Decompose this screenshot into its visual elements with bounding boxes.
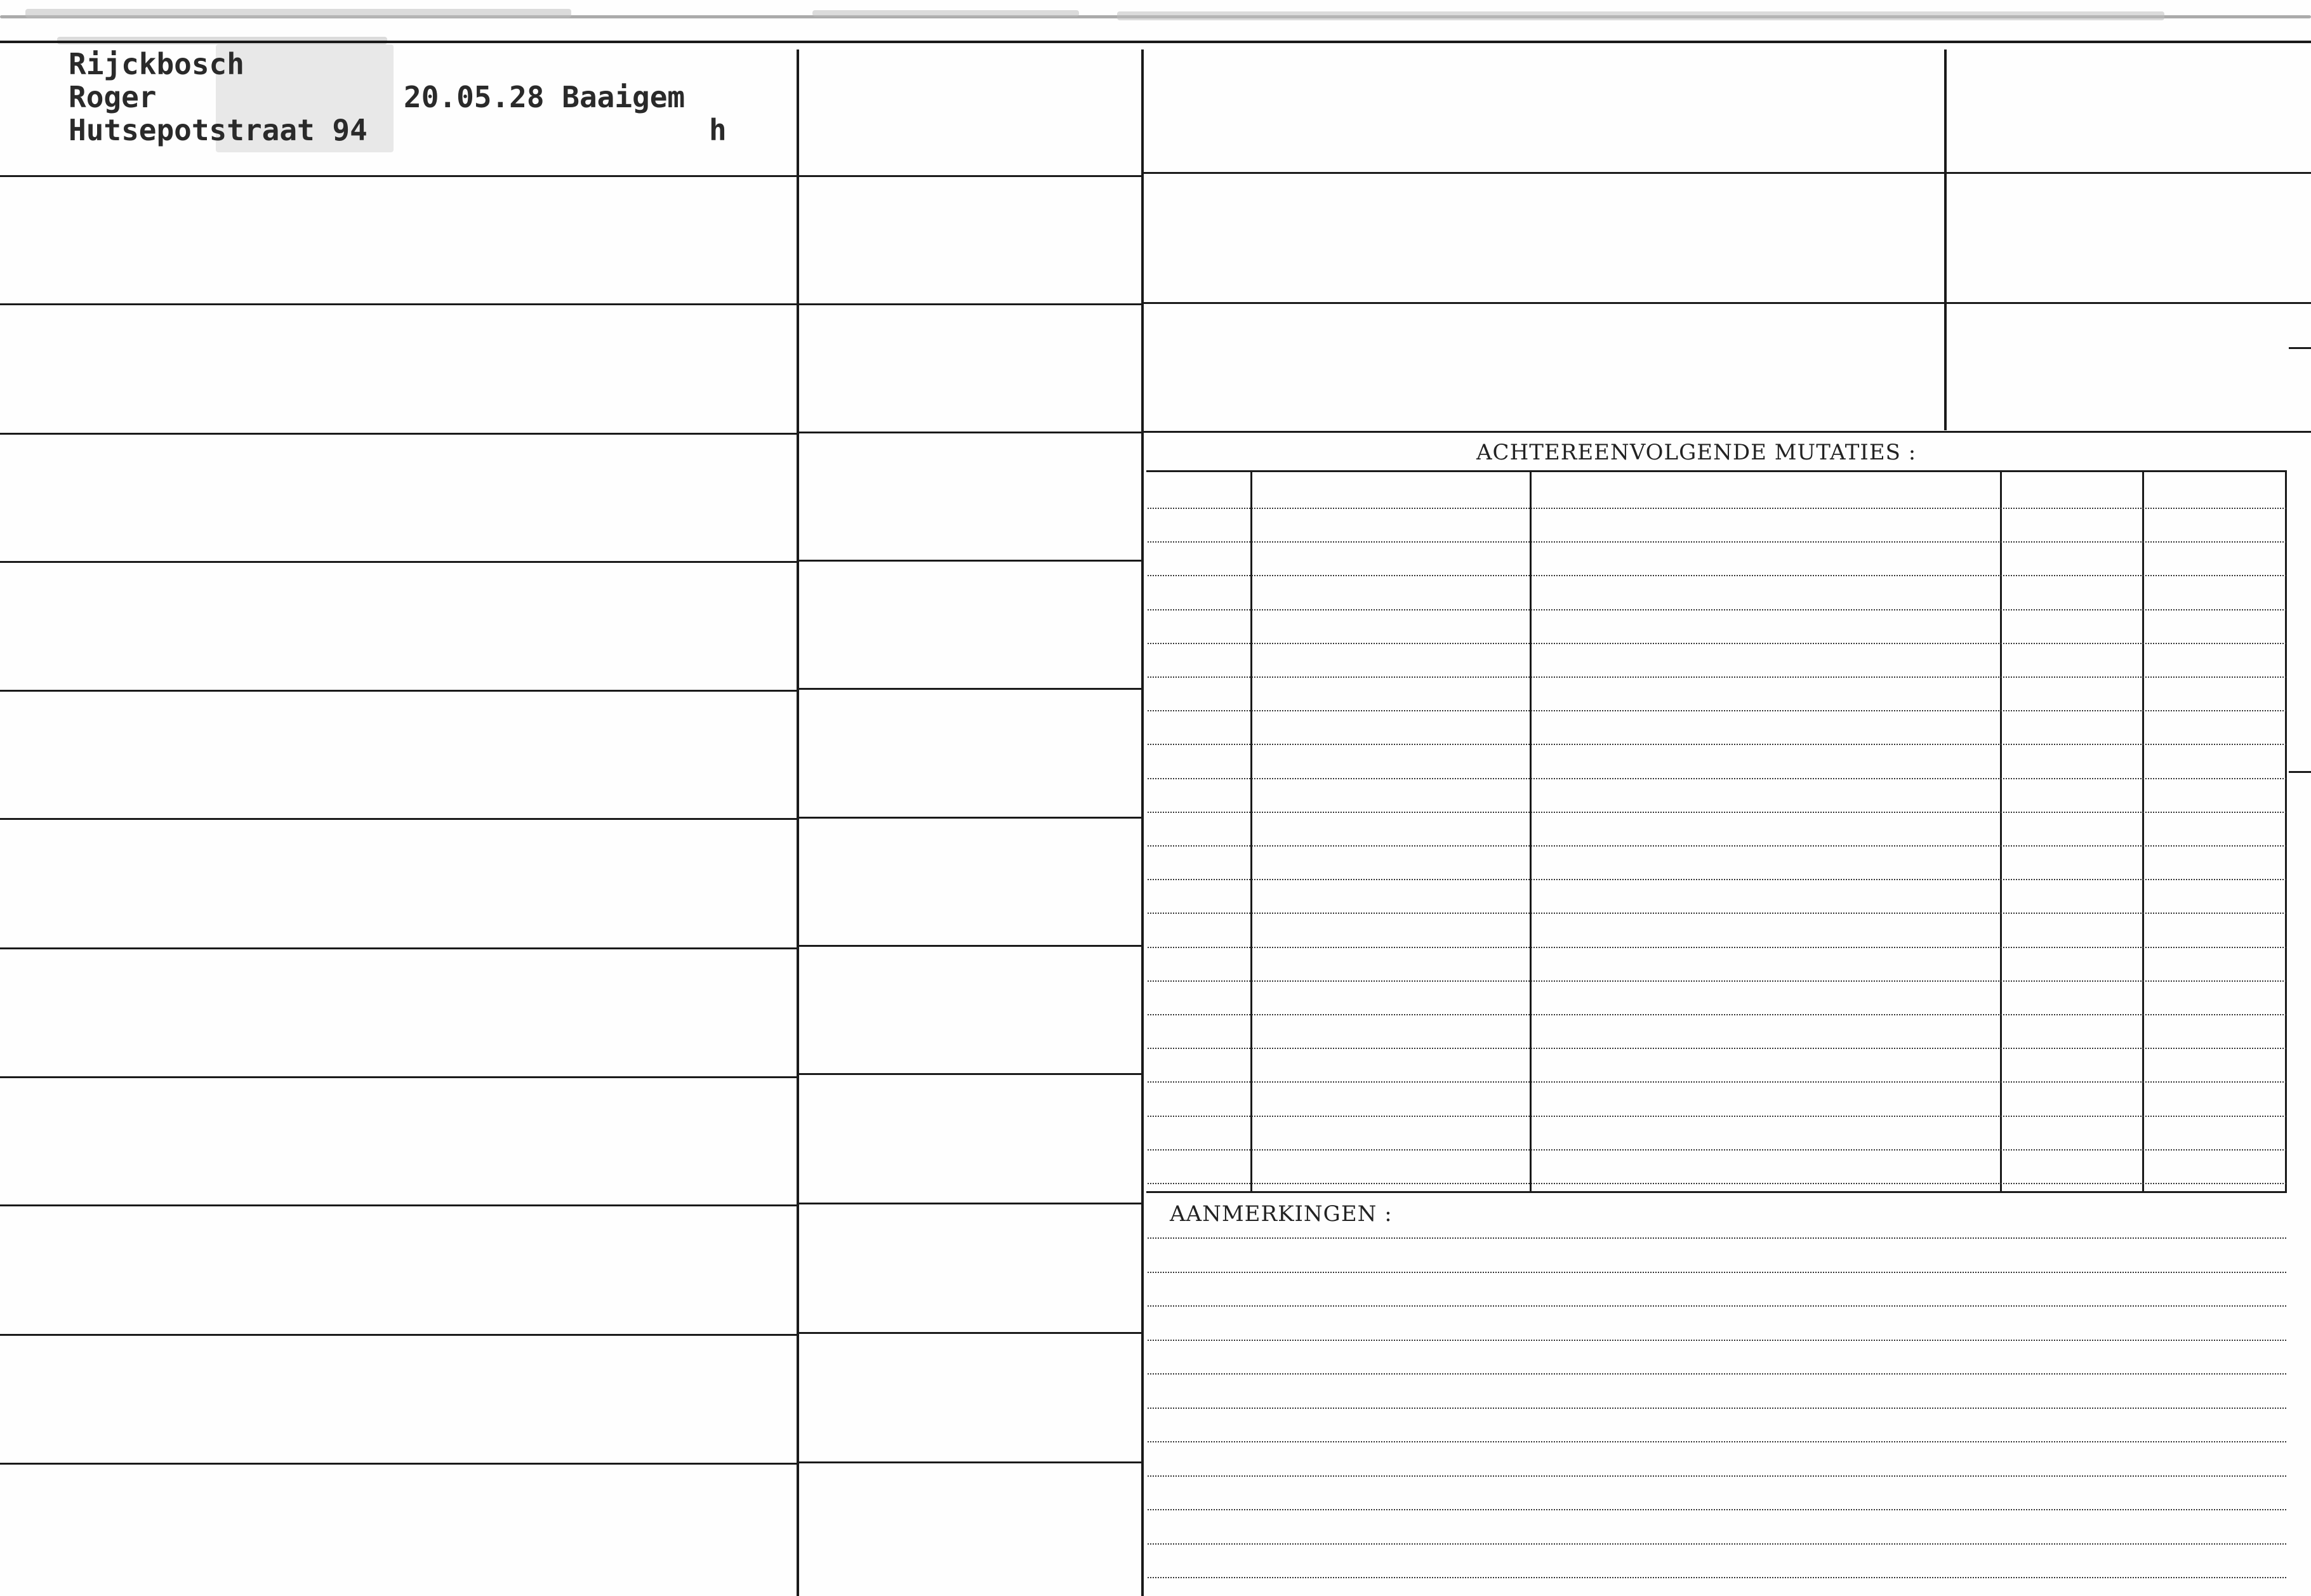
- firstname-text: Roger: [69, 80, 157, 114]
- middle-row-line: [797, 175, 1142, 177]
- remark-row-line: [1148, 1340, 2286, 1341]
- mutation-row-line: [1148, 1183, 2286, 1184]
- remark-row-line: [1148, 1577, 2286, 1578]
- mutation-row-line: [1148, 812, 2286, 813]
- scan-noise-strip: [0, 0, 2311, 44]
- left-row-line: [0, 561, 797, 563]
- middle-row-line: [797, 945, 1142, 947]
- middle-row-line: [797, 1332, 1142, 1334]
- mutation-row-line: [1148, 845, 2286, 847]
- address-text: Hutsepotstraat 94: [69, 113, 368, 147]
- remark-row-line: [1148, 1272, 2286, 1273]
- right-top-row-line: [1141, 302, 2311, 304]
- left-row-line: [0, 947, 797, 949]
- mutation-row-line: [1148, 879, 2286, 880]
- remark-row-line: [1148, 1441, 2286, 1442]
- mutations-col-divider: [1250, 470, 1252, 1192]
- remark-row-line: [1148, 1408, 2286, 1409]
- remark-row-line: [1148, 1475, 2286, 1477]
- mutations-col-divider: [2000, 470, 2002, 1192]
- left-row-line: [0, 818, 797, 820]
- mutation-row-line: [1148, 1149, 2286, 1151]
- divider-top-right-column: [1944, 49, 1947, 430]
- mutation-row-line: [1148, 1116, 2286, 1117]
- mutation-row-line: [1148, 575, 2286, 576]
- mutations-col-divider: [2142, 470, 2144, 1192]
- remark-row-line: [1148, 1237, 2286, 1239]
- left-row-line: [0, 303, 797, 305]
- mutation-row-line: [1148, 609, 2286, 610]
- mutation-row-line: [1148, 980, 2286, 982]
- mutation-row-line: [1148, 947, 2286, 948]
- margin-tick: [2289, 347, 2311, 349]
- mutation-row-line: [1148, 1048, 2286, 1049]
- middle-row-line: [797, 688, 1142, 690]
- mutation-row-line: [1148, 643, 2286, 644]
- left-row-line: [0, 175, 797, 177]
- remark-row-line: [1148, 1543, 2286, 1545]
- surname-text: Rijckbosch: [69, 47, 244, 81]
- left-row-line: [0, 433, 797, 435]
- middle-row-line: [797, 817, 1142, 819]
- remark-row-line: [1148, 1509, 2286, 1510]
- mutations-table-top: [1146, 470, 2287, 472]
- divider-left-column: [797, 49, 799, 1596]
- middle-row-line: [797, 303, 1142, 305]
- margin-tick: [2289, 771, 2311, 773]
- remark-row-line: [1148, 1305, 2286, 1307]
- mutation-row-line: [1148, 710, 2286, 711]
- left-row-line: [0, 1204, 797, 1206]
- middle-row-line: [797, 1461, 1142, 1463]
- mutation-row-line: [1148, 508, 2286, 509]
- remark-row-line: [1148, 1373, 2286, 1375]
- mutation-row-line: [1148, 913, 2286, 914]
- mutation-row-line: [1148, 778, 2286, 779]
- right-top-row-line: [1141, 431, 2311, 433]
- mutations-table-bottom: [1146, 1191, 2287, 1193]
- mutations-heading: ACHTEREENVOLGENDE MUTATIES :: [1476, 440, 1917, 465]
- left-row-line: [0, 1334, 797, 1336]
- mutation-row-line: [1148, 744, 2286, 745]
- middle-row-line: [797, 1073, 1142, 1075]
- top-border: [0, 41, 2311, 43]
- left-row-line: [0, 1076, 797, 1078]
- middle-row-line: [797, 432, 1142, 433]
- mutation-row-line: [1148, 541, 2286, 543]
- left-row-line: [0, 1463, 797, 1465]
- sex-mark-text: h: [709, 113, 727, 147]
- mutations-col-divider: [2285, 470, 2287, 1192]
- middle-row-line: [797, 560, 1142, 562]
- middle-row-line: [797, 1203, 1142, 1204]
- birth-date-place-text: 20.05.28 Baaigem: [404, 80, 685, 114]
- left-row-line: [0, 690, 797, 692]
- mutation-row-line: [1148, 676, 2286, 678]
- mutation-row-line: [1148, 1081, 2286, 1083]
- remarks-heading: AANMERKINGEN :: [1170, 1201, 1393, 1227]
- mutation-row-line: [1148, 1014, 2286, 1015]
- divider-middle-column: [1141, 49, 1144, 1596]
- right-top-row-line: [1141, 172, 2311, 174]
- mutations-col-divider: [1530, 470, 1532, 1192]
